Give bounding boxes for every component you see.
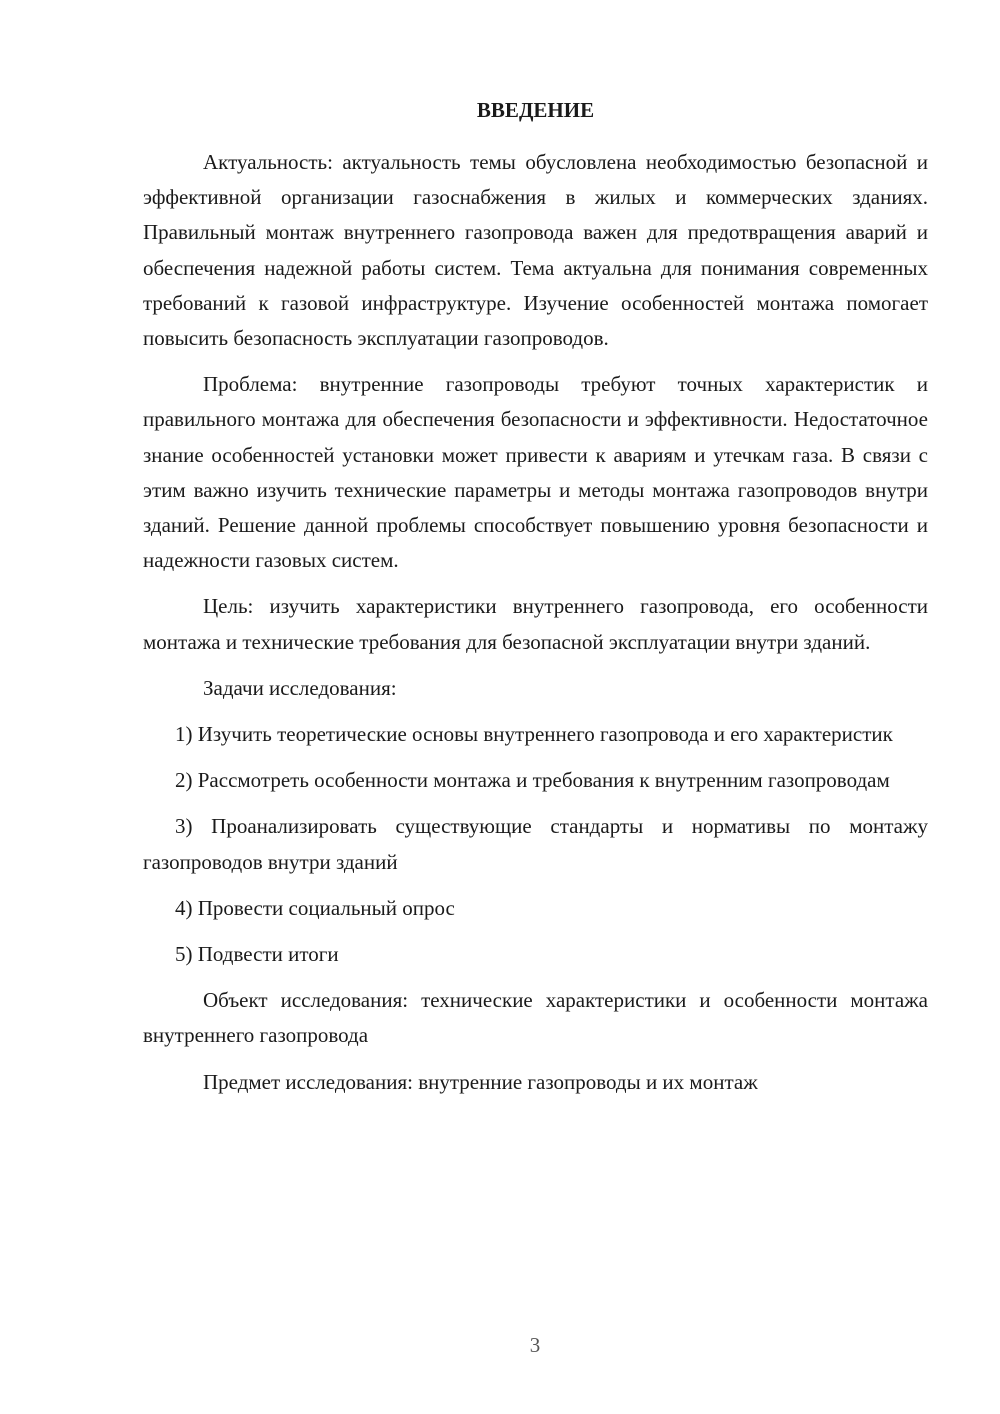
task-item-5: 5) Подвести итоги <box>175 942 339 967</box>
page-title: ВВЕДЕНИЕ <box>476 98 595 122</box>
tasks-label: Задачи исследования: <box>203 675 397 700</box>
task-item-1: 1) Изучить теоретические основы внутреннего газопровода и его характеристик <box>175 722 893 747</box>
task-item-2: 2) Рассмотреть особенности монтажа и требования к внутренним газопроводам <box>175 768 890 793</box>
document-page <box>143 93 928 1111</box>
paragraph-problem: Проблема: внутренние газопроводы требуют точных характеристик и правильного монтажа для обеспечения безопасности и эффективности. Недостаточное знание особенностей установки может привести к авариям и утечкам газа. В связи с этим важно изучить технические параметры и методы монтажа газопроводов внутри зданий. Решение данной проблемы способствует повышению уровня безопасности и надежности газовых систем. <box>143 372 928 573</box>
task-item-4: 4) Провести социальный опрос <box>175 895 455 920</box>
paragraph-relevance: Актуальность: актуальность темы обусловлена необходимостью безопасной и эффективной организации газоснабжения в жилых и коммерческих зданиях. Правильный монтаж внутреннего газопровода важен для предотвращения аварий и обеспечения надежной работы систем. Тема актуальна для понимания современных требований к газовой инфраструктуре. Изучение особенностей монтажа помогает повысить безопасность эксплуатации газопроводов. <box>143 150 928 351</box>
paragraph-subject: Предмет исследования: внутренние газопроводы и их монтаж <box>203 1069 758 1094</box>
paragraph-object: Объект исследования: технические характеристики и особенности монтажа внутреннего газопровода <box>143 988 928 1048</box>
page-number: 3 <box>529 1333 541 1357</box>
paragraph-goal: Цель: изучить характеристики внутреннего газопровода, его особенности монтажа и технические требования для безопасной эксплуатации внутри зданий. <box>143 594 928 654</box>
task-item-3: 3) Проанализировать существующие стандарты и нормативы по монтажу газопроводов внутри зданий <box>143 814 928 874</box>
